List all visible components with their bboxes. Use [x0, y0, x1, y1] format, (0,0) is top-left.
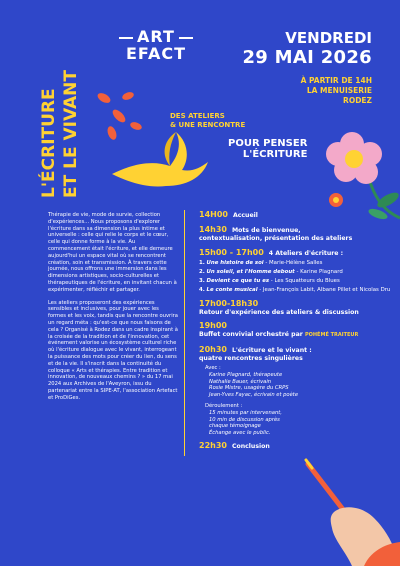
- subtitle-ateliers: [170, 112, 245, 130]
- program-item-buffet: [199, 321, 399, 340]
- logo-line1: ART: [112, 28, 200, 45]
- program-label: Conclusion: [231, 443, 270, 451]
- program-label: Accueil: [232, 212, 258, 219]
- program-label: Retour d'expérience des ateliers & discussion: [199, 308, 359, 316]
- subtitle-penser: [228, 138, 307, 160]
- program-item-bienvenue: [199, 225, 399, 243]
- leaf-icon: [96, 91, 143, 141]
- hand-icon: [331, 507, 400, 566]
- flower-illustration: [322, 126, 400, 222]
- program-label-2: quatre rencontres singulières: [199, 354, 303, 362]
- program-label: L'écriture et le vivant :: [231, 346, 312, 354]
- intro-paragraph-2: Les ateliers proposeront des expériences sensibles et inclusives, pour jouer avec les formes et les voix, tandis que la rencontre ouvrira un regard méta : qu'est-ce que nous faisons de cela ? Organisé à Rodez dans un cadre inspirant à la croisée de la tradition et de l'innovation, cet événement valorise un écosystème culturel riche où l'écriture dialogue avec le vivant, interrogeant la puissance des mots pour créer du lien, du sens et de la vie. Il s'inscrit dans la continuité du colloque « Arts et thérapies. Entre tradition et innovation, de nouveaux chemins ? » du 17 mai 2024 aux Archives de l'Aveyron, issu du partenariat entre la SIPE-AT, l'association Artefact et ProDiGes.: [48, 299, 178, 401]
- list-item: 4. Le conte musical - Jean-François Labit, Albane Pillet et Nicolas Dru: [199, 286, 391, 293]
- program-label-2: contextualisation, présentation des ateliers: [199, 235, 353, 242]
- program-time: 14H00: [199, 210, 228, 219]
- venue-city: RODEZ: [343, 96, 372, 105]
- speakers: Avec : Karine Plagnard, thérapeute Nathalie Bauer, écrivain Rosie Mistre, usagère du CRPS Jean-Yves Fayac, écrivain et poète: [205, 365, 399, 398]
- program-time: 22h30: [199, 441, 227, 451]
- vertical-title: [34, 30, 80, 200]
- program-item-rencontre: [199, 345, 399, 437]
- subtitle-line4: L'ÉCRITURE: [242, 149, 308, 160]
- subtitle-line3: POUR PENSER: [228, 138, 308, 149]
- event-day: VENDREDI: [285, 29, 372, 47]
- program-time: 20h30: [199, 344, 227, 354]
- subtitle-line2: & UNE RENCONTRE: [170, 121, 246, 129]
- program: [184, 210, 399, 456]
- event-date: [242, 30, 372, 69]
- bird-illustration: [92, 86, 242, 206]
- hand-pen-illustration: [304, 458, 400, 566]
- program-item-retour: [199, 299, 399, 317]
- speaker: Jean-Yves Fayac, écrivain et poète: [209, 391, 299, 398]
- speaker: Nathalie Bauer, écrivain: [209, 378, 272, 385]
- intro-paragraph-1: Thérapie de vie, mode de survie, collection d'expériences... Nous proposons d'explorer l'écriture dans sa dimension la plus intime et universelle : celle qui relie le corps et le cœur, celle qui donne forme à la vie. Au commencement était l'écriture, et elle demeure aujourd'hui un espace vital où se rencontrent création, soin et transmission. À travers cette journée, nous offrons une immersion dans les dimensions artistiques, socio-culturelles et thérapeutiques de l'écriture, en invitant chacun à expérimenter, réfléchir et partager.: [48, 212, 177, 293]
- speaker: Karine Plagnard, thérapeute: [209, 371, 283, 378]
- bird-icon: [112, 132, 208, 187]
- venue-time: À PARTIR DE 14H: [300, 76, 372, 85]
- event-venue: [301, 76, 372, 106]
- program-time: 15h00 - 17h00: [199, 247, 264, 257]
- venue-place: LA MENUISERIE: [306, 86, 372, 95]
- caterer-name: POHÉMÉ TRAITEUR: [304, 332, 359, 339]
- vertical-title-svg: [34, 30, 80, 200]
- intro-text: [48, 212, 178, 408]
- deroulement: Déroulement : 15 minutes par intervenant, 10 min de discussion après chaque témoignage Échange avec le public.: [205, 403, 282, 436]
- list-item: 3. Devient ce que tu es - Les Squatteurs du Blues: [199, 277, 340, 284]
- vertical-title-line1: L'ÉCRITURE: [39, 88, 59, 198]
- program-time: 17h00-18h30: [199, 298, 259, 308]
- subtitle-line1: DES ATELIERS: [170, 112, 225, 120]
- artefact-logo: [112, 28, 200, 62]
- program-label: 4 Ateliers d'écriture :: [268, 249, 344, 257]
- pen-icon: [306, 460, 348, 516]
- ateliers-list: [199, 260, 399, 294]
- logo-line2: EFACT: [125, 44, 187, 63]
- program-time: 19h00: [199, 321, 227, 331]
- program-time: 14h30: [199, 225, 227, 234]
- program-label: Buffet convivial orchestré par POHÉMÉ TRAITEUR: [199, 331, 359, 339]
- speaker: Rosie Mistre, usagère du CRPS: [209, 385, 289, 392]
- vertical-title-line2: ET LE VIVANT: [61, 70, 80, 198]
- program-item-conclusion: [199, 441, 399, 451]
- program-item-ateliers: [199, 248, 399, 294]
- list-item: 2. Un soleil, et l'Homme debout - Karine Plagnard: [199, 268, 343, 275]
- program-item-accueil: [199, 210, 399, 220]
- program-label: Mots de bienvenue,: [231, 227, 301, 234]
- list-item: 1. Une histoire de soi - Marie-Hélène Salles: [199, 259, 323, 266]
- event-date-text: 29 MAI 2026: [242, 47, 372, 68]
- flower-icon: [326, 132, 400, 221]
